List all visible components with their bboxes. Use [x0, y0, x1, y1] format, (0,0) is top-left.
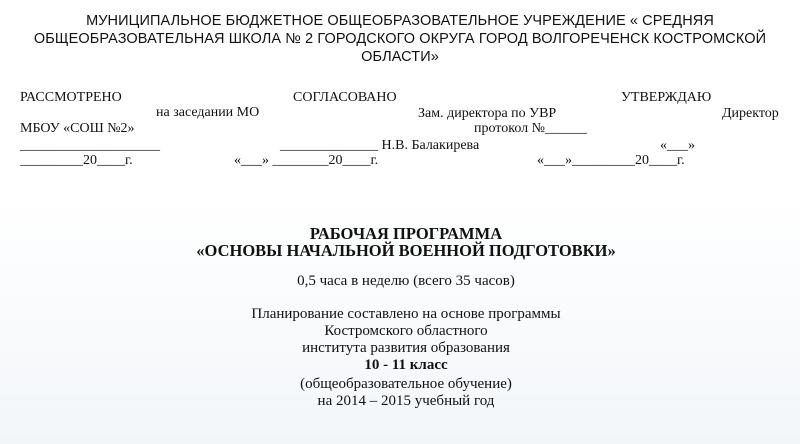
education-type: (общеобразовательное обучение) — [300, 376, 512, 392]
school-name-text: МБОУ «СОШ №2» — [20, 121, 135, 136]
academic-year: на 2014 – 2015 учебный год — [317, 393, 495, 409]
date-left: _________20____г. — [20, 153, 133, 168]
considered-label: РАССМОТРЕНО — [20, 90, 122, 105]
school-header — [0, 12, 800, 66]
protocol-text: протокол №______ — [474, 121, 587, 136]
header-line-1: МУНИЦИПАЛЬНОЕ БЮДЖЕТНОЕ ОБЩЕОБРАЗОВАТЕЛЬНОЕ УЧРЕЖДЕНИЕ « СРЕДНЯЯ — [86, 13, 714, 29]
header-line-3: ОБЛАСТИ» — [361, 49, 439, 65]
meeting-mo-text: на заседании МО — [156, 105, 260, 120]
day-right: «___» — [660, 138, 695, 153]
agreed-label: СОГЛАСОВАНО — [293, 90, 397, 105]
program-title: РАБОЧАЯ ПРОГРАММА — [309, 224, 503, 243]
date-right: «___»_________20____г. — [537, 153, 685, 168]
hours-text: 0,5 часа в неделю (всего 35 часов) — [297, 273, 515, 289]
basis-line-1: Планирование составлено на основе программы — [251, 306, 561, 322]
basis-line-2: Костромского областного — [324, 323, 488, 339]
deputy-signature: ______________ Н.В. Балакирева — [280, 138, 480, 153]
director-text: Директор — [722, 106, 779, 121]
approve-label: УТВЕРЖДАЮ — [621, 90, 712, 105]
program-subject: «ОСНОВЫ НАЧАЛЬНОЙ ВОЕННОЙ ПОДГОТОВКИ» — [196, 241, 616, 260]
signature-line-left: ____________________ — [20, 138, 160, 153]
deputy-text: Зам. директора по УВР — [418, 106, 557, 121]
basis-line-3: института развития образования — [302, 340, 510, 356]
grade-text: 10 - 11 класс — [364, 357, 448, 373]
date-middle: «___» ________20____г. — [234, 153, 379, 168]
header-line-2: ОБЩЕОБРАЗОВАТЕЛЬНАЯ ШКОЛА № 2 ГОРОДСКОГО ОКРУГА ГОРОД ВОЛГОРЕЧЕНСК КОСТРОМСКОЙ — [33, 31, 767, 47]
